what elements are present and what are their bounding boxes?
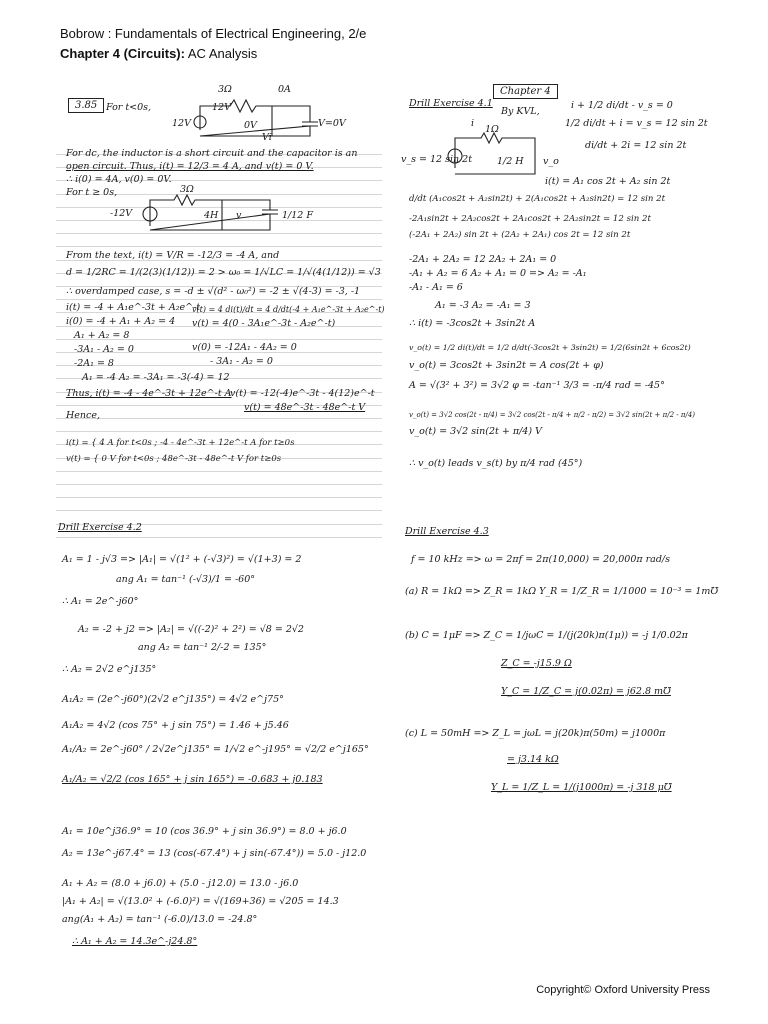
drill42-line: ∴ A₂ = 2√2 e^j135° (62, 664, 157, 675)
chapter-tag: Chapter 4 (493, 84, 558, 99)
drill42-line: ang A₁ = tan⁻¹ (-√3)/1 = -60° (116, 574, 256, 585)
c1-vi: Vi (262, 132, 272, 143)
p385-right-line: v(t) = 48e^-3t - 48e^-t V (244, 402, 366, 413)
drill41-line: A = √(3² + 3²) = 3√2 φ = -tan⁻¹ 3/3 = -π/4 rad = -45° (409, 380, 665, 391)
c1-vc: V=0V (318, 118, 346, 129)
rl-resistor: 1Ω (485, 124, 499, 135)
p385-line: A₁ + A₂ = 8 (74, 330, 130, 341)
c2-resistor: 3Ω (180, 184, 194, 195)
p385-line: ∴ i(0) = 4A, v(0) = 0V. (66, 174, 172, 185)
drill-title: Drill Exercise 4.2 (58, 522, 142, 533)
drill41-line: A₁ = -3 A₂ = -A₁ = 3 (435, 300, 531, 311)
drill43-line: (b) C = 1μF => Z_C = 1/jωC = 1/(j(20k)π(1μ)) = -j 1/0.02π (405, 630, 688, 641)
drill41-eq: i + 1/2 di/dt - v_s = 0 (571, 100, 673, 111)
rl-current: i (471, 118, 475, 129)
drill42-line: ∴ A₁ + A₂ = 14.3e^-j24.8° (72, 936, 198, 947)
drill43-line: Y_L = 1/Z_L = 1/(j1000π) = -j 318 μ℧ (491, 782, 672, 793)
drill42-line: A₂ = -2 + j2 => |A₂| = √((-2)² + 2²) = √8 = 2√2 (78, 624, 304, 635)
drill42-line: A₁/A₂ = √2/2 (cos 165° + j sin 165°) = -0.683 + j0.183 (62, 774, 323, 785)
p385-line: open circuit. Thus, i(t) = 12/3 = 4 A, and v(t) = 0 V. (66, 161, 314, 172)
chapter-label: Chapter 4 (Circuits): (60, 46, 185, 61)
drill41-line: v_o(t) = 3√2 sin(2t + π/4) V (409, 426, 542, 437)
drill42-line: ang A₂ = tan⁻¹ 2/-2 = 135° (138, 642, 267, 653)
problem-385 (60, 84, 390, 512)
p385-right-line: v(0) = -12A₁ - 4A₂ = 0 (192, 342, 297, 353)
drill43-line: = j3.14 kΩ (507, 754, 559, 765)
p385-line: ∴ overdamped case, s = -d ± √(d² - ω₀²) = -2 ± √(4-3) = -3, -1 (66, 286, 361, 297)
p385-line: For t<0s, (106, 102, 152, 113)
drill-title: Drill Exercise 4.1 (409, 98, 493, 109)
drill41-line: -A₁ - A₁ = 6 (409, 282, 463, 293)
drill41-line: ∴ i(t) = -3cos2t + 3sin2t A (409, 318, 536, 329)
p385-line: i(0) = -4 + A₁ + A₂ = 4 (66, 316, 176, 327)
p385-line: For dc, the inductor is a short circuit and the capacitor is an (66, 148, 358, 159)
p385-line: A₁ = -4 A₂ = -3A₁ = -3(-4) = 12 (82, 372, 230, 383)
p385-right-line: v(t) = -12(-4)e^-3t - 4(12)e^-t (230, 388, 375, 399)
drill41-line: i(t) = A₁ cos 2t + A₂ sin 2t (545, 176, 671, 187)
p385-line: i(t) = -4 + A₁e^-3t + A₂e^-t (66, 302, 201, 313)
drill41-line: (-2A₁ + 2A₂) sin 2t + (2A₂ + 2A₁) cos 2t = 12 sin 2t (409, 230, 631, 240)
drill41-line: v_o(t) = 3√2 cos(2t - π/4) = 3√2 cos(2t - π/4 + π/2 - π/2) = 3√2 sin(2t + π/2 - π/4) (409, 411, 696, 419)
drill41-line: -2A₁ + 2A₂ = 12 2A₂ + 2A₁ = 0 (409, 254, 557, 265)
drill-exercise-4-2 (58, 522, 388, 952)
drill43-line: (a) R = 1kΩ => Z_R = 1kΩ Y_R = 1/Z_R = 1/1000 = 10⁻³ = 1m℧ (405, 586, 719, 597)
c2-source: -12V (110, 208, 133, 219)
kvl-label: By KVL, (501, 106, 540, 117)
document-title: Bobrow : Fundamentals of Electrical Engineering, 2/e (60, 26, 367, 41)
p385-line: -2A₁ = 8 (74, 358, 114, 369)
drill41-line: d/dt (A₁cos2t + A₂sin2t) + 2(A₁cos2t + A₂sin2t) = 12 sin 2t (409, 194, 666, 204)
drill42-line: |A₁ + A₂| = √(13.0² + (-6.0)²) = √(169+36) = √205 = 14.3 (62, 896, 339, 907)
drill42-line: A₁A₂ = 4√2 (cos 75° + j sin 75°) = 1.46 + j5.46 (62, 720, 289, 731)
drill43-line: f = 10 kHz => ω = 2πf = 2π(10,000) = 20,000π rad/s (411, 554, 670, 565)
drill42-line: ∴ A₁ = 2e^-j60° (62, 596, 139, 607)
drill43-line: (c) L = 50mH => Z_L = jωL = j(20k)π(50m) = j1000π (405, 728, 666, 739)
drill41-line: ∴ v_o(t) leads v_s(t) by π/4 rad (45°) (409, 458, 583, 469)
c2-capacitor: 1/12 F (282, 210, 313, 221)
problem-number: 3.85 (68, 98, 104, 113)
c1-source: 12V (172, 118, 191, 129)
drill-exercise-4-1 (401, 84, 745, 484)
drill41-line: v_o(t) = 1/2 di(t)/dt = 1/2 d/dt(-3cos2t + 3sin2t) = 1/2(6sin2t + 6cos2t) (409, 343, 691, 352)
c1-inductor: 0V (244, 120, 257, 131)
c1-resistor: 3Ω (218, 84, 232, 95)
c2-voltage: v (236, 210, 242, 221)
result-current: i(t) = { 4 A for t<0s ; -4 - 4e^-3t + 12e^-t A for t≥0s (66, 438, 295, 448)
drill43-line: Y_C = 1/Z_C = j(0.02π) = j62.8 m℧ (501, 686, 671, 697)
drill42-line: A₁A₂ = (2e^-j60°)(2√2 e^j135°) = 4√2 e^j75° (62, 694, 284, 705)
chapter-title (60, 46, 257, 62)
result-voltage: v(t) = { 0 V for t<0s ; 48e^-3t - 48e^-t V for t≥0s (66, 454, 282, 464)
p385-right-line: - 3A₁ - A₂ = 0 (210, 356, 273, 367)
drill42-line: A₁ = 1 - j√3 => |A₁| = √(1² + (-√3)²) = √(1+3) = 2 (62, 554, 302, 565)
c1-current: 0A (278, 84, 291, 95)
drill-title: Drill Exercise 4.3 (405, 526, 489, 537)
drill41-eq: di/dt + 2i = 12 sin 2t (585, 140, 687, 151)
chapter-topic: AC Analysis (184, 46, 258, 61)
p385-right-line: v(t) = 4 di(t)/dt = 4 d/dt(-4 + A₁e^-3t + A₂e^-t) (192, 305, 385, 314)
rl-source: v_s = 12 sin 2t (401, 154, 473, 165)
rl-inductor: 1/2 H (497, 156, 524, 167)
drill42-line: A₂ = 13e^-j67.4° = 13 (cos(-67.4°) + j sin(-67.4°)) = 5.0 - j12.0 (62, 848, 367, 859)
copyright-footer: Copyright© Oxford University Press (536, 984, 710, 996)
drill41-line: -A₁ + A₂ = 6 A₂ + A₁ = 0 => A₂ = -A₁ (409, 268, 587, 279)
drill41-eq: 1/2 di/dt + i = v_s = 12 sin 2t (565, 118, 708, 129)
p385-line: From the text, i(t) = V/R = -12/3 = -4 A, and (66, 250, 280, 261)
c2-inductor: 4H (204, 210, 219, 221)
rl-vo: v_o (543, 156, 559, 167)
drill41-line: -2A₁sin2t + 2A₂cos2t + 2A₁cos2t + 2A₂sin2t = 12 sin 2t (409, 214, 651, 224)
p385-line: Thus, i(t) = -4 - 4e^-3t + 12e^-t A (66, 388, 232, 399)
c1-source-inner: 12V (212, 102, 231, 113)
drill42-line: ang(A₁ + A₂) = tan⁻¹ (-6.0)/13.0 = -24.8° (62, 914, 258, 925)
drill42-line: A₁/A₂ = 2e^-j60° / 2√2e^j135° = 1/√2 e^-j195° = √2/2 e^j165° (62, 744, 369, 755)
drill-exercise-4-3 (405, 526, 745, 806)
p385-line: -3A₁ - A₂ = 0 (74, 344, 134, 355)
drill43-line: Z_C = -j15.9 Ω (501, 658, 572, 669)
p385-right-line: v(t) = 4(0 - 3A₁e^-3t - A₂e^-t) (192, 318, 336, 329)
drill42-line: A₁ = 10e^j36.9° = 10 (cos 36.9° + j sin 36.9°) = 8.0 + j6.0 (62, 826, 347, 837)
drill42-line: A₁ + A₂ = (8.0 + j6.0) + (5.0 - j12.0) = 13.0 - j6.0 (62, 878, 299, 889)
p385-line: d = 1/2RC = 1/(2(3)(1/12)) = 2 > ω₀ = 1/√LC = 1/√(4(1/12)) = √3 (66, 267, 381, 278)
drill41-line: v_o(t) = 3cos2t + 3sin2t = A cos(2t + φ) (409, 360, 604, 371)
p385-line: For t ≥ 0s, (66, 187, 118, 198)
p385-line: Hence, (66, 410, 100, 421)
